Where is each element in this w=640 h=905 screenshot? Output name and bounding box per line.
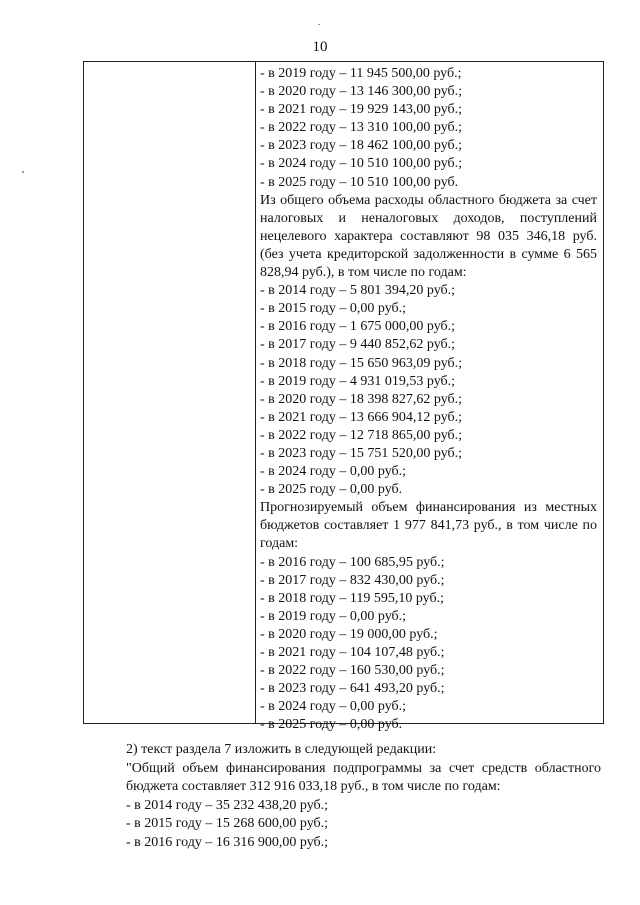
item-heading: 2) текст раздела 7 изложить в следующей редакции: [126, 742, 437, 757]
list-item: - в 2017 году – 9 440 852,62 руб.; [260, 337, 456, 353]
scan-speck [22, 171, 24, 173]
list-item: - в 2021 году – 13 666 904,12 руб.; [260, 409, 463, 425]
funding-table [83, 61, 604, 733]
regional-budget-paragraph: Из общего объема расходы областного бюджета за счет налоговых и неналоговых доходов, поступлений нецелевого характера составляют 98 035 346,18 руб. (без учета кредиторской задолженности в сумме 6 565 828,94 руб.), в том числе по годам: [260, 192, 597, 281]
table-left-column [84, 62, 256, 723]
local-years-list [260, 554, 597, 735]
table-right-column [256, 65, 603, 734]
list-item: - в 2024 году – 0,00 руб.; [260, 464, 407, 480]
list-item: - в 2016 году – 100 685,95 руб.; [260, 554, 445, 570]
list-item: - в 2019 году – 11 945 500,00 руб.; [260, 66, 462, 81]
list-item: - в 2015 году – 0,00 руб.; [260, 301, 407, 317]
quote-paragraph: "Общий объем финансирования подпрограммы за счет средств областного бюджета составляет 312 916 033,18 руб., в том числе по годам: [126, 760, 601, 794]
list-item: - в 2019 году – 0,00 руб.; [260, 608, 407, 624]
list-item: - в 2025 году – 0,00 руб. [260, 717, 403, 733]
list-item: - в 2021 году – 104 107,48 руб.; [260, 645, 445, 660]
list-item: - в 2018 году – 15 650 963,09 руб.; [260, 355, 463, 371]
list-item: - в 2015 году – 15 268 600,00 руб.; [126, 816, 329, 831]
list-item: - в 2020 году – 18 398 827,62 руб.; [260, 391, 463, 407]
section-amendment [101, 741, 601, 852]
list-item: - в 2019 году – 4 931 019,53 руб.; [260, 373, 456, 389]
list-item: - в 2025 году – 0,00 руб. [260, 482, 403, 498]
list-item: - в 2014 году – 5 801 394,20 руб.; [260, 283, 456, 299]
regional-years-list [260, 282, 597, 499]
list-item: - в 2021 году – 19 929 143,00 руб.; [260, 102, 463, 118]
list-item: - в 2023 году – 15 751 520,00 руб.; [260, 445, 463, 461]
list-item: - в 2018 году – 119 595,10 руб.; [260, 590, 445, 606]
list-item: - в 2025 году – 10 510 100,00 руб. [260, 174, 459, 190]
list-item: - в 2020 году – 19 000,00 руб.; [260, 626, 438, 642]
funding-years-list [260, 65, 597, 192]
list-item: - в 2024 году – 0,00 руб.; [260, 699, 407, 715]
list-item: - в 2023 году – 641 493,20 руб.; [260, 681, 445, 697]
list-item: - в 2022 году – 160 530,00 руб.; [260, 663, 445, 679]
list-item: - в 2016 году – 1 675 000,00 руб.; [260, 319, 456, 335]
list-item: - в 2022 году – 12 718 865,00 руб.; [260, 427, 463, 443]
list-item: - в 2014 году – 35 232 438,20 руб.; [126, 797, 329, 813]
local-budget-paragraph: Прогнозируемый объем финансирования из местных бюджетов составляет 1 977 841,73 руб., в том числе по годам: [260, 500, 597, 552]
list-item: - в 2017 году – 832 430,00 руб.; [260, 572, 445, 588]
list-item: - в 2024 году – 10 510 100,00 руб.; [260, 156, 463, 172]
page-number: 10 [312, 39, 328, 55]
list-item: - в 2022 году – 13 310 100,00 руб.; [260, 120, 463, 136]
list-item: - в 2020 году – 13 146 300,00 руб.; [260, 84, 463, 100]
list-item: - в 2016 году – 16 316 900,00 руб.; [126, 834, 329, 850]
list-item: - в 2023 году – 18 462 100,00 руб.; [260, 138, 463, 154]
scan-speck [318, 24, 320, 25]
